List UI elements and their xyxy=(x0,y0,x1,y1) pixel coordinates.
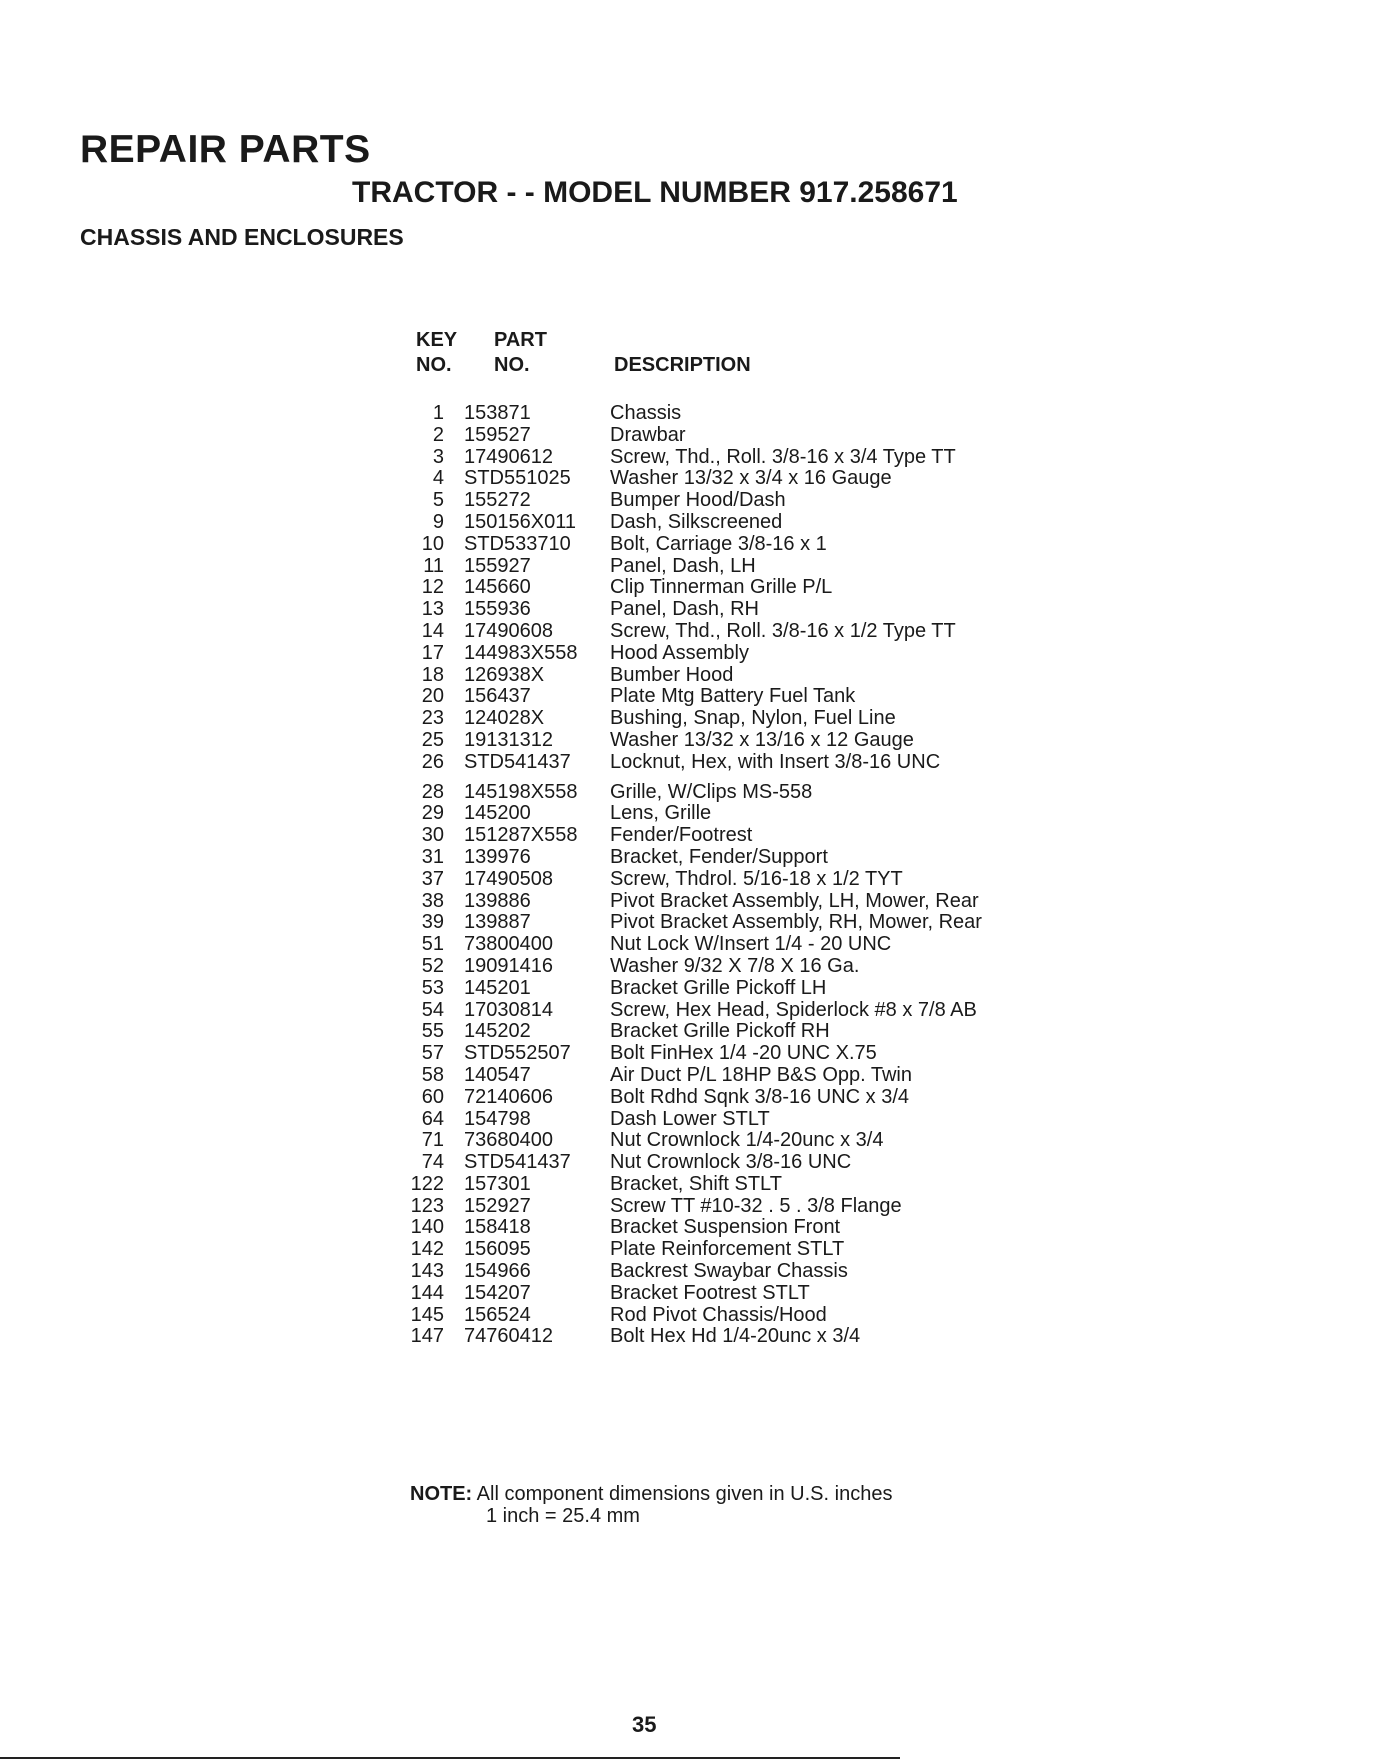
table-row xyxy=(404,730,1004,752)
table-row xyxy=(404,847,1004,869)
description-cell: Bolt Hex Hd 1/4-20unc x 3/4 xyxy=(610,1325,861,1348)
table-row xyxy=(404,891,1004,913)
key-no-cell: 60 xyxy=(421,1085,444,1108)
key-no-cell: 122 xyxy=(410,1172,444,1195)
part-no-cell: STD551025 xyxy=(464,467,571,490)
table-row xyxy=(404,1087,1004,1109)
part-no-cell: 72140606 xyxy=(464,1085,553,1108)
part-no-cell: 144983X558 xyxy=(464,641,578,664)
key-no-cell: 11 xyxy=(423,554,444,577)
description-cell: Bolt FinHex 1/4 -20 UNC X.75 xyxy=(610,1042,877,1065)
part-no-cell: STD541437 xyxy=(464,750,571,773)
bottom-rule xyxy=(0,1757,900,1759)
part-no-cell: 19131312 xyxy=(464,728,553,751)
part-no-cell: 156524 xyxy=(464,1303,531,1326)
part-no-cell: 156437 xyxy=(464,685,531,708)
table-row xyxy=(404,1283,1004,1305)
page-title: REPAIR PARTS xyxy=(80,128,371,171)
part-no-cell: 17490612 xyxy=(464,445,553,468)
description-cell: Panel, Dash, LH xyxy=(610,554,756,577)
key-no-cell: 37 xyxy=(421,867,444,890)
part-no-cell: 157301 xyxy=(464,1172,531,1195)
part-no-cell: 156095 xyxy=(464,1238,531,1261)
table-row xyxy=(404,468,1004,490)
table-row xyxy=(404,1174,1004,1196)
description-cell: Dash Lower STLT xyxy=(610,1107,770,1130)
description-cell: Chassis xyxy=(610,402,682,424)
key-no-cell: 51 xyxy=(421,933,444,956)
model-subtitle: TRACTOR - - MODEL NUMBER 917.258671 xyxy=(352,176,958,209)
key-no-cell: 2 xyxy=(432,423,444,446)
description-cell: Nut Lock W/Insert 1/4 - 20 UNC xyxy=(610,933,892,956)
part-no-cell: 140547 xyxy=(464,1063,531,1086)
part-no-cell: 153871 xyxy=(464,402,531,424)
part-no-cell: 17490508 xyxy=(464,867,553,890)
description-cell: Bracket, Fender/Support xyxy=(610,845,828,868)
description-cell: Grille, W/Clips MS-558 xyxy=(610,780,813,803)
key-no-cell: 23 xyxy=(421,707,444,730)
key-no-cell: 123 xyxy=(410,1194,444,1217)
part-no-cell: STD552507 xyxy=(464,1042,571,1065)
key-no-cell: 71 xyxy=(421,1129,444,1152)
table-row xyxy=(404,934,1004,956)
table-row xyxy=(404,534,1004,556)
parts-group xyxy=(404,782,1004,1349)
key-no-cell: 3 xyxy=(432,445,444,468)
part-no-cell: 17490608 xyxy=(464,619,553,642)
key-no-cell: 142 xyxy=(410,1238,444,1261)
description-cell: Screw, Hex Head, Spiderlock #8 x 7/8 AB xyxy=(610,998,977,1021)
description-cell: Bolt, Carriage 3/8-16 x 1 xyxy=(610,532,827,555)
description-cell: Rod Pivot Chassis/Hood xyxy=(610,1303,827,1326)
key-no-cell: 13 xyxy=(421,598,444,621)
key-no-cell: 17 xyxy=(421,641,444,664)
key-no-cell: 39 xyxy=(421,911,444,934)
table-row xyxy=(404,1196,1004,1218)
part-no-cell: 145198X558 xyxy=(464,780,578,803)
key-no-cell: 5 xyxy=(432,489,444,512)
table-row xyxy=(404,912,1004,934)
part-no-cell: 151287X558 xyxy=(464,824,578,847)
part-no-cell: 126938X xyxy=(464,663,545,686)
part-no-cell: 154798 xyxy=(464,1107,531,1130)
key-no-cell: 18 xyxy=(421,663,444,686)
description-header: DESCRIPTION xyxy=(614,354,751,376)
table-row xyxy=(404,643,1004,665)
table-row xyxy=(404,869,1004,891)
description-cell: Plate Mtg Battery Fuel Tank xyxy=(610,685,856,708)
key-no-cell: 4 xyxy=(432,467,444,490)
description-cell: Screw, Thdrol. 5/16-18 x 1/2 TYT xyxy=(610,867,903,890)
part-no-cell: 19091416 xyxy=(464,954,553,977)
description-cell: Bushing, Snap, Nylon, Fuel Line xyxy=(610,707,896,730)
note-line1: All component dimensions given in U.S. inches xyxy=(476,1483,893,1505)
key-no-cell: 10 xyxy=(421,532,444,555)
description-cell: Bumber Hood xyxy=(610,663,734,686)
table-row xyxy=(404,1000,1004,1022)
table-row xyxy=(404,956,1004,978)
part-no-cell: 145200 xyxy=(464,802,531,825)
table-row xyxy=(404,1065,1004,1087)
key-no-cell: 25 xyxy=(421,728,444,751)
description-cell: Plate Reinforcement STLT xyxy=(610,1238,845,1261)
table-row xyxy=(404,1043,1004,1065)
key-no-cell: 147 xyxy=(410,1325,444,1348)
part-no-cell: 74760412 xyxy=(464,1325,553,1348)
key-no-cell: 53 xyxy=(421,976,444,999)
key-no-cell: 28 xyxy=(421,780,444,803)
parts-group xyxy=(404,403,1004,774)
key-no-cell: 140 xyxy=(410,1216,444,1239)
table-row xyxy=(404,1217,1004,1239)
description-cell: Bracket Suspension Front xyxy=(610,1216,841,1239)
part-no-cell: 124028X xyxy=(464,707,545,730)
part-no-cell: 139976 xyxy=(464,845,531,868)
part-no-header-line2: NO. xyxy=(494,354,530,376)
table-row xyxy=(404,978,1004,1000)
description-cell: Nut Crownlock 3/8-16 UNC xyxy=(610,1151,852,1174)
table-row xyxy=(404,803,1004,825)
part-no-cell: 139887 xyxy=(464,911,531,934)
part-no-cell: 17030814 xyxy=(464,998,553,1021)
table-row xyxy=(404,686,1004,708)
part-no-cell: 73800400 xyxy=(464,933,553,956)
part-no-cell: 145660 xyxy=(464,576,531,599)
part-no-cell: 155272 xyxy=(464,489,531,512)
note-line2: 1 inch = 25.4 mm xyxy=(486,1505,640,1527)
key-no-header-line1: KEY xyxy=(416,329,458,351)
table-row xyxy=(404,1109,1004,1131)
key-no-cell: 58 xyxy=(421,1063,444,1086)
description-cell: Locknut, Hex, with Insert 3/8-16 UNC xyxy=(610,750,941,773)
key-no-cell: 14 xyxy=(421,619,444,642)
description-cell: Fender/Footrest xyxy=(610,824,753,847)
part-no-cell: 73680400 xyxy=(464,1129,553,1152)
part-no-cell: 139886 xyxy=(464,889,531,912)
key-no-cell: 143 xyxy=(410,1260,444,1283)
table-row xyxy=(404,825,1004,847)
page-number: 35 xyxy=(632,1712,657,1737)
key-no-cell: 9 xyxy=(432,510,444,533)
description-cell: Clip Tinnerman Grille P/L xyxy=(610,576,833,599)
key-no-cell: 144 xyxy=(410,1281,444,1304)
description-cell: Washer 9/32 X 7/8 X 16 Ga. xyxy=(610,954,860,977)
description-cell: Pivot Bracket Assembly, RH, Mower, Rear xyxy=(610,911,982,934)
key-no-cell: 74 xyxy=(421,1151,444,1174)
key-no-cell: 57 xyxy=(421,1042,444,1065)
table-row xyxy=(404,752,1004,774)
part-no-cell: 158418 xyxy=(464,1216,531,1239)
description-cell: Pivot Bracket Assembly, LH, Mower, Rear xyxy=(610,889,979,912)
description-cell: Washer 13/32 x 3/4 x 16 Gauge xyxy=(610,467,892,490)
key-no-cell: 64 xyxy=(421,1107,444,1130)
description-cell: Bumper Hood/Dash xyxy=(610,489,786,512)
note-label: NOTE: xyxy=(410,1483,473,1505)
table-row xyxy=(404,1305,1004,1327)
description-cell: Screw TT #10-32 . 5 . 3/8 Flange xyxy=(610,1194,902,1217)
table-row xyxy=(404,447,1004,469)
description-cell: Air Duct P/L 18HP B&S Opp. Twin xyxy=(610,1063,912,1086)
part-no-cell: 155936 xyxy=(464,598,531,621)
table-row xyxy=(404,403,1004,425)
table-row xyxy=(404,621,1004,643)
description-cell: Bracket, Shift STLT xyxy=(610,1172,782,1195)
table-row xyxy=(404,1239,1004,1261)
description-cell: Lens, Grille xyxy=(610,802,712,825)
description-cell: Backrest Swaybar Chassis xyxy=(610,1260,848,1283)
description-cell: Bracket Grille Pickoff LH xyxy=(610,976,827,999)
key-no-cell: 29 xyxy=(421,802,444,825)
section-heading: CHASSIS AND ENCLOSURES xyxy=(80,224,404,250)
part-no-cell: 154207 xyxy=(464,1281,531,1304)
description-cell: Nut Crownlock 1/4-20unc x 3/4 xyxy=(610,1129,884,1152)
key-no-cell: 26 xyxy=(421,750,444,773)
table-row xyxy=(404,665,1004,687)
table-row xyxy=(404,1152,1004,1174)
key-no-cell: 30 xyxy=(421,824,444,847)
description-cell: Bracket Footrest STLT xyxy=(610,1281,810,1304)
table-row xyxy=(404,577,1004,599)
key-no-cell: 1 xyxy=(432,402,444,424)
description-cell: Screw, Thd., Roll. 3/8-16 x 1/2 Type TT xyxy=(610,619,956,642)
key-no-cell: 54 xyxy=(421,998,444,1021)
table-row xyxy=(404,1326,1004,1348)
description-cell: Drawbar xyxy=(610,423,686,446)
description-cell: Washer 13/32 x 13/16 x 12 Gauge xyxy=(610,728,914,751)
key-no-cell: 52 xyxy=(421,954,444,977)
description-cell: Screw, Thd., Roll. 3/8-16 x 3/4 Type TT xyxy=(610,445,956,468)
table-row xyxy=(404,512,1004,534)
part-no-cell: STD541437 xyxy=(464,1151,571,1174)
key-no-header-line2: NO. xyxy=(416,354,452,376)
table-row xyxy=(404,490,1004,512)
parts-list xyxy=(404,403,1004,1356)
part-no-cell: 152927 xyxy=(464,1194,531,1217)
key-no-cell: 12 xyxy=(421,576,444,599)
table-row xyxy=(404,1261,1004,1283)
table-row xyxy=(404,708,1004,730)
part-no-cell: 145201 xyxy=(464,976,531,999)
part-no-cell: 155927 xyxy=(464,554,531,577)
table-row xyxy=(404,1021,1004,1043)
part-no-cell: 145202 xyxy=(464,1020,531,1043)
part-no-cell: 150156X011 xyxy=(464,510,576,533)
part-no-cell: 159527 xyxy=(464,423,531,446)
description-cell: Bracket Grille Pickoff RH xyxy=(610,1020,830,1043)
key-no-cell: 31 xyxy=(421,845,444,868)
table-row xyxy=(404,425,1004,447)
part-no-header-line1: PART xyxy=(494,329,547,351)
note xyxy=(410,1483,892,1527)
table-row xyxy=(404,782,1004,804)
key-no-cell: 20 xyxy=(421,685,444,708)
description-cell: Bolt Rdhd Sqnk 3/8-16 UNC x 3/4 xyxy=(610,1085,910,1108)
key-no-cell: 38 xyxy=(421,889,444,912)
key-no-cell: 55 xyxy=(421,1020,444,1043)
key-no-cell: 145 xyxy=(410,1303,444,1326)
description-cell: Hood Assembly xyxy=(610,641,749,664)
description-cell: Panel, Dash, RH xyxy=(610,598,759,621)
table-row xyxy=(404,556,1004,578)
table-row xyxy=(404,1130,1004,1152)
table-row xyxy=(404,599,1004,621)
description-cell: Dash, Silkscreened xyxy=(610,510,783,533)
part-no-cell: 154966 xyxy=(464,1260,531,1283)
part-no-cell: STD533710 xyxy=(464,532,571,555)
